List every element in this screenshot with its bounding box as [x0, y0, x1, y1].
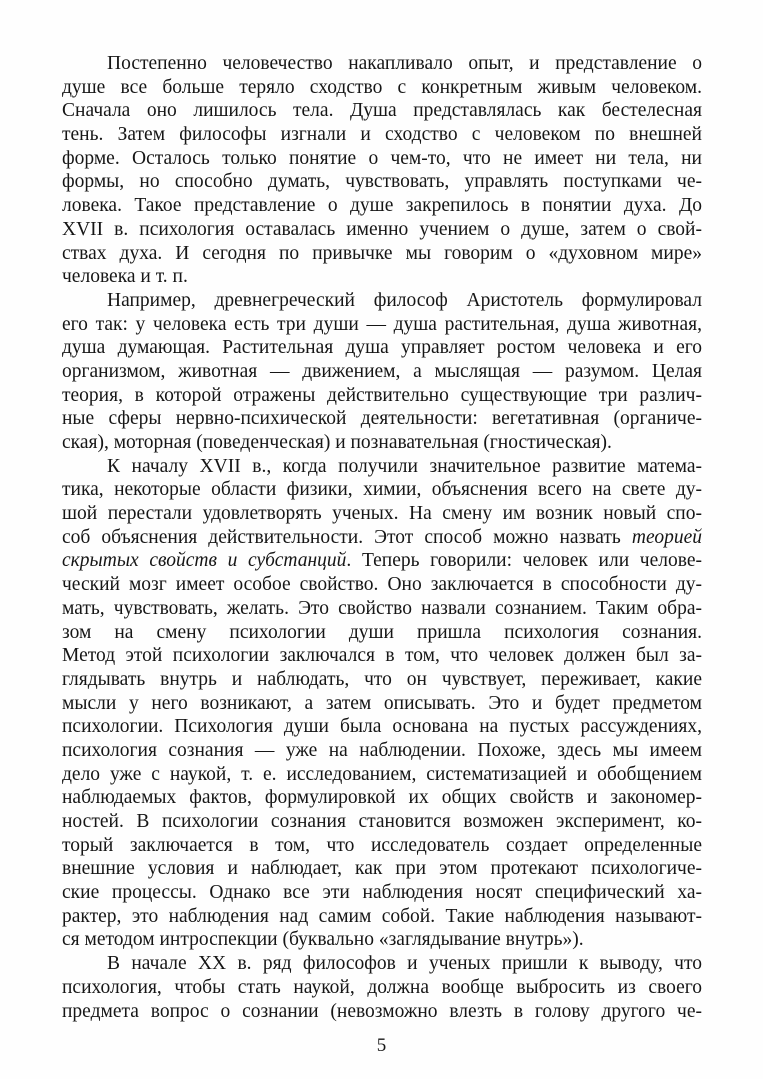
text-line: [62, 123, 702, 147]
text-segment: мать, чувствовать, желать. Это свойство назвали сознанием. Таким обра-: [62, 597, 702, 619]
text-segment: душа думающая. Растительная душа управляет ростом человека и его: [62, 337, 702, 359]
text-line: [62, 336, 702, 360]
text-segment: ся методом интроспекции (буквально «заглядывание внутрь»).: [62, 929, 584, 951]
text-segment: В начале XX в. ряд философов и ученых пришли к выводу, что: [107, 953, 702, 975]
page-number: 5: [376, 1035, 387, 1056]
text-line: [62, 360, 702, 384]
text-line: [62, 573, 702, 597]
text-segment: торый заключается в том, что исследователь создает определенные: [62, 834, 702, 856]
text-segment: тика, некоторые области физики, химии, объяснения всего на свете ду-: [62, 479, 702, 501]
text-line: [62, 242, 702, 266]
text-segment: формы, но способно думать, чувствовать, управлять поступками че-: [62, 171, 702, 193]
text-segment: теория, в которой отражены действительно существующие три различ-: [62, 384, 702, 406]
text-line: [62, 76, 702, 100]
text-line: [62, 739, 702, 763]
text-segment: внешние условия и наблюдает, как при этом протекают психологиче-: [62, 858, 702, 880]
text-line: [62, 1000, 702, 1024]
text-line: [62, 194, 702, 218]
text-segment: ловека. Такое представление о душе закрепилось в понятии духа. До: [62, 195, 702, 217]
text-line: [62, 952, 702, 976]
text-line: [62, 52, 702, 76]
text-line: [62, 905, 702, 929]
text-segment: психология, чтобы стать наукой, должна вообще выбросить из своего: [62, 976, 702, 998]
text-line: [62, 810, 702, 834]
page-text: [62, 52, 702, 1023]
text-segment: психология сознания — уже на наблюдении. Похоже, здесь мы имеем: [62, 739, 702, 761]
italic-phrase: скрытых свойств и субстанций: [62, 550, 347, 572]
text-line: [62, 834, 702, 858]
text-line: [62, 455, 702, 479]
text-segment: его так: у человека есть три души — душа растительная, душа животная,: [62, 313, 702, 335]
text-line: [62, 763, 702, 787]
text-segment: зом на смену психологии души пришла психология сознания.: [62, 621, 702, 643]
text-segment: предмета вопрос о сознании (невозможно влезть в голову другого че-: [62, 1000, 702, 1022]
text-segment: наблюдаемых фактов, формулировкой их общих свойств и закономер-: [62, 787, 702, 809]
text-segment: форме. Осталось только понятие о чем-то, что не имеет ни тела, ни: [62, 147, 702, 169]
text-line: [62, 502, 702, 526]
italic-phrase: теорией: [631, 526, 702, 548]
text-line: [62, 147, 702, 171]
text-line: [62, 407, 702, 431]
text-line: [62, 99, 702, 123]
text-line: [62, 976, 702, 1000]
text-segment: ческий мозг имеет особое свойство. Оно заключается в способности ду-: [62, 574, 702, 596]
text-segment: душе все больше теряло сходство с конкретным живым человеком.: [62, 76, 702, 98]
text-segment: Метод этой психологии заключался в том, что человек должен был за-: [62, 645, 702, 667]
text-segment: К началу XVII в., когда получили значительное развитие матема-: [107, 455, 702, 477]
text-line: [62, 644, 702, 668]
text-line: [62, 857, 702, 881]
text-segment: ностей. В психологии сознания становится возможен эксперимент, ко-: [62, 811, 702, 832]
text-segment: мысли у него возникают, а затем описывать. Это и будет предметом: [62, 692, 702, 714]
text-segment: глядывать внутрь и наблюдать, что он чувствует, переживает, какие: [62, 668, 702, 690]
text-segment: Постепенно человечество накапливало опыт, и представление о: [107, 53, 702, 74]
text-segment: организмом, животная — движением, а мыслящая — разумом. Целая: [62, 360, 702, 382]
text-segment: ствах духа. И сегодня по привычке мы говорим о «духовном мире»: [62, 242, 702, 264]
text-line: [62, 289, 702, 313]
text-line: [62, 218, 702, 242]
text-segment: человека и т. п.: [62, 266, 188, 288]
text-line: [62, 928, 702, 952]
text-line: [62, 715, 702, 739]
text-line: [62, 692, 702, 716]
text-line: [62, 786, 702, 810]
text-line: [62, 621, 702, 645]
text-segment: XVII в. психология оставалась именно учением о душе, затем о свой-: [62, 218, 702, 240]
text-segment: рактер, это наблюдения над самим собой. Такие наблюдения называют-: [62, 905, 702, 927]
text-segment: Сначала оно лишилось тела. Душа представлялась как бестелесная: [62, 100, 702, 122]
text-segment: дело уже с наукой, т. е. исследованием, систематизацией и обобщением: [62, 763, 702, 785]
text-line: [62, 597, 702, 621]
text-line: [62, 526, 702, 550]
text-segment: ская), моторная (поведенческая) и познавательная (гностическая).: [62, 432, 612, 453]
text-line: [62, 384, 702, 408]
text-line: [62, 431, 702, 455]
text-line: [62, 170, 702, 194]
text-segment: шой перестали удовлетворять ученых. На смену им возник новый спо-: [62, 503, 702, 525]
text-segment: психологии. Психология души была основана на пустых рассуждениях,: [62, 716, 702, 738]
text-segment: . Теперь говорили: человек или челове-: [346, 550, 702, 572]
text-segment: Например, древнегреческий философ Аристотель формулировал: [107, 289, 702, 311]
text-segment: ные сферы нервно-психической деятельности: вегетативная (органиче-: [62, 408, 702, 430]
text-segment: ские процессы. Однако все эти наблюдения носят специфический ха-: [62, 882, 702, 904]
text-line: [62, 313, 702, 337]
text-line: [62, 881, 702, 905]
text-line: [62, 265, 702, 289]
text-segment: соб объяснения действительности. Этот способ можно назвать: [62, 526, 632, 548]
text-segment: тень. Затем философы изгнали и сходство с человеком по внешней: [62, 124, 702, 146]
text-line: [62, 549, 702, 573]
text-line: [62, 668, 702, 692]
text-line: [62, 478, 702, 502]
